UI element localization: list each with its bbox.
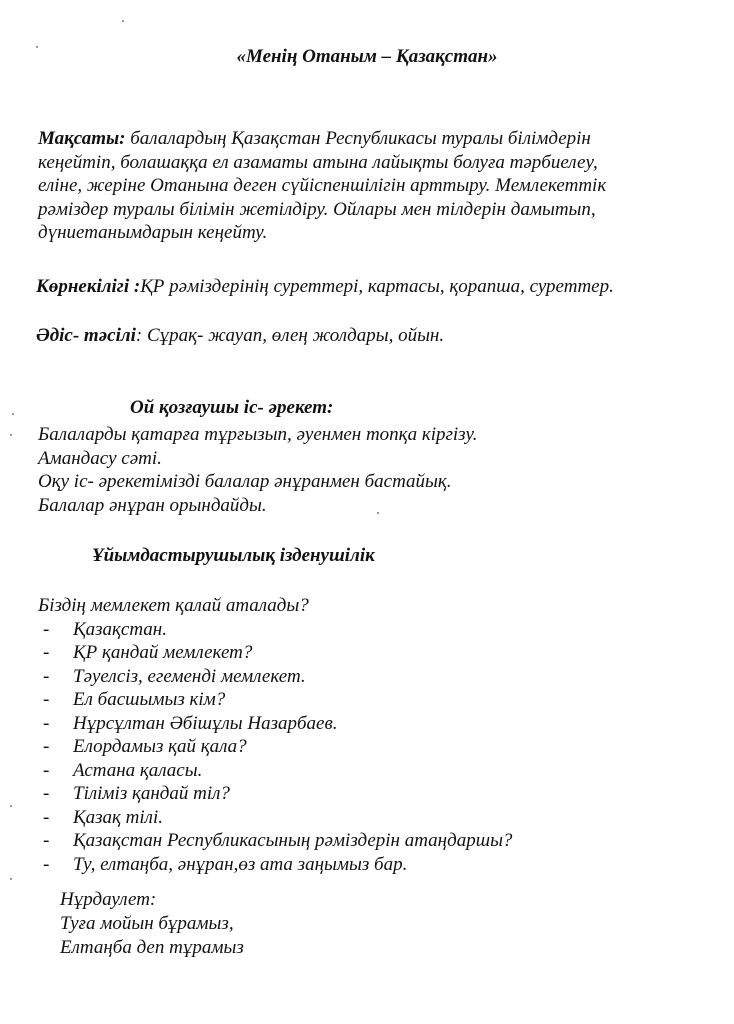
qa-block: [38, 594, 698, 876]
list-item-text: Тіліміз қандай тіл?: [73, 783, 230, 804]
dash-marker: -: [43, 642, 50, 663]
list-item: [38, 829, 698, 853]
list-item: [38, 641, 698, 665]
list-item-text: Қазақстан.: [73, 618, 167, 640]
dash-marker: -: [43, 806, 50, 828]
dash-marker: -: [43, 736, 50, 757]
list-item: [38, 618, 698, 642]
list-item-text: Ел басшымыз кім?: [73, 689, 226, 710]
method-paragraph: [36, 324, 696, 348]
scan-speck: [10, 878, 12, 880]
list-item: [38, 759, 698, 783]
goal-paragraph: [38, 127, 698, 245]
list-item-text: Ту, елтаңба, әнұран,өз ата заңымыз бар.: [73, 853, 408, 875]
poem-line: Елтаңба деп тұрамыз: [60, 937, 244, 958]
dash-marker: -: [43, 783, 50, 804]
motivation-line: Балалар әнұран орындайды.: [38, 494, 267, 516]
scan-speck: [10, 805, 12, 807]
goal-line: дүниетанымдарын кеңейту.: [38, 222, 268, 243]
motivation-heading: Ой қозғаушы іс- әрекет:: [130, 397, 334, 418]
list-item-text: Қазақ тілі.: [73, 806, 163, 828]
poem-line: Нұрдаулет:: [60, 889, 157, 910]
list-item: [38, 712, 698, 736]
dash-marker: -: [43, 689, 50, 710]
goal-line: еліне, жеріне Отанына деген сүйіспеншілігін арттыру. Мемлекеттік: [38, 175, 607, 196]
visuals-label: Көрнекілігі :: [36, 276, 141, 297]
list-item: [38, 853, 698, 877]
list-item-text: Қазақстан Республикасының рәміздерін атаңдаршы?: [73, 830, 513, 851]
scan-speck: [122, 20, 124, 22]
method-text: : Сұрақ- жауап, өлең жолдары, ойын.: [135, 325, 445, 346]
poem-line: Туға мойын бұрамыз,: [60, 913, 234, 934]
document-title: «Менің Отаным – Қазақстан»: [236, 46, 498, 67]
scan-speck: [12, 413, 14, 415]
scan-speck: [10, 434, 12, 436]
list-item: [38, 806, 698, 830]
motivation-line: Оқу іс- әрекетімізді балалар әнұранмен бастайық.: [38, 471, 452, 492]
visuals-text: ҚР рәміздерінің суреттері, картасы, қорапша, суреттер.: [140, 276, 614, 297]
list-item: [38, 665, 698, 689]
goal-line: рәміздер туралы білімін жетілдіру. Ойлары мен тілдерін дамытып,: [38, 198, 596, 220]
dash-marker: -: [43, 853, 50, 875]
list-item: [38, 688, 698, 712]
search-heading: Ұйымдастырушылық ізденушілік: [92, 545, 375, 566]
dash-marker: -: [43, 665, 50, 687]
dash-marker: -: [43, 712, 50, 734]
list-item-text: Елордамыз қай қала?: [73, 736, 247, 757]
dash-marker: -: [43, 759, 50, 781]
list-item-text: Нұрсұлтан Әбішұлы Назарбаев.: [73, 712, 338, 734]
motivation-line: Амандасу сәті.: [38, 447, 162, 469]
list-item-text: Тәуелсіз, егеменді мемлекет.: [73, 665, 306, 687]
visuals-paragraph: [36, 275, 696, 299]
qa-intro: Біздің мемлекет қалай аталады?: [38, 595, 309, 616]
goal-label: Мақсаты:: [38, 128, 126, 149]
method-label: Әдіс- тәсілі: [36, 325, 136, 346]
list-item-text: ҚР қандай мемлекет?: [73, 642, 253, 663]
goal-line: кеңейтіп, болашаққа ел азаматы атына лайықты болуға тәрбиелеу,: [38, 151, 598, 173]
list-item: [38, 735, 698, 759]
goal-line: балалардың Қазақстан Республикасы туралы білімдерін: [125, 128, 591, 149]
motivation-block: [38, 423, 698, 517]
scan-speck: [36, 46, 38, 48]
poem-block: [60, 888, 244, 960]
dash-marker: -: [43, 830, 50, 851]
dash-marker: -: [43, 618, 50, 640]
list-item: [38, 782, 698, 806]
scan-speck: [377, 512, 379, 514]
list-item-text: Астана қаласы.: [73, 759, 203, 781]
qa-list: [38, 618, 698, 877]
motivation-line: Балаларды қатарға тұрғызып, әуенмен топқа кіргізу.: [38, 424, 478, 445]
